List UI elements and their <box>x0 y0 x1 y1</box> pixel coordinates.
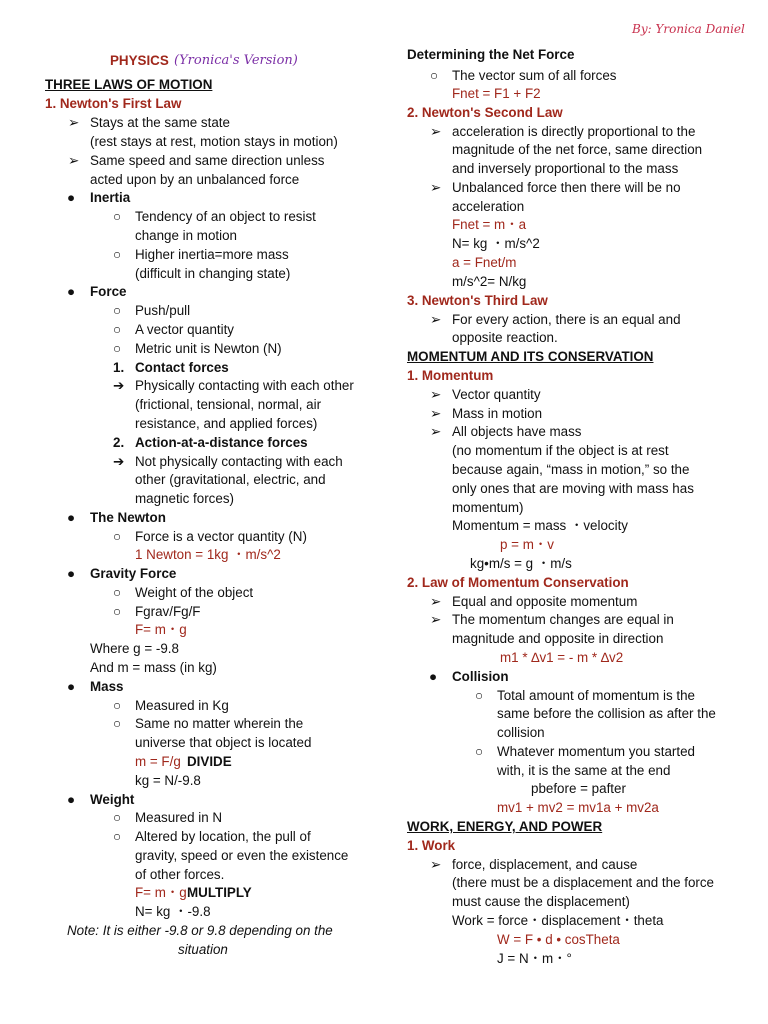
text-line: Measured in N <box>135 810 223 825</box>
text-line: Mass <box>90 679 124 694</box>
text-line: N= kg ・-9.8 <box>135 904 211 919</box>
text-line: Weight of the object <box>135 585 254 600</box>
text-line: other (gravitational, electric, and <box>135 472 326 487</box>
bullet-marker: ➢ <box>430 124 442 139</box>
text-line: Total amount of momentum is the <box>497 688 695 703</box>
text-line: (rest stays at rest, motion stays in motion) <box>90 134 338 149</box>
text-line: situation <box>178 942 228 957</box>
text-line: Weight <box>90 792 135 807</box>
bullet-marker: ○ <box>113 303 122 318</box>
text-line: magnitude and opposite in direction <box>452 631 664 646</box>
bullet-marker: ○ <box>113 322 122 337</box>
bullet-marker: ➢ <box>68 115 80 130</box>
text-line: All objects have mass <box>452 424 582 439</box>
text-line: only ones that are moving with mass has <box>452 481 694 496</box>
text-line: Force <box>90 284 127 299</box>
text-line: 3. Newton's Third Law <box>407 293 548 308</box>
text-line: mv1 + mv2 = mv1a + mv2a <box>497 800 659 815</box>
text-line: m = F/g <box>135 754 181 769</box>
bullet-marker: ● <box>67 510 76 525</box>
byline: By: Yronica Daniel <box>632 22 745 36</box>
text-line: And m = mass (in kg) <box>90 660 217 675</box>
text-line: magnetic forces) <box>135 491 234 506</box>
text-line: Where g = -9.8 <box>90 641 179 656</box>
text-line: W = F • d • cosTheta <box>497 932 620 947</box>
text-line: Altered by location, the pull of <box>135 829 311 844</box>
bullet-marker: ● <box>67 190 76 205</box>
text-line: kg•m/s = g ・m/s <box>470 556 572 571</box>
text-line: Work = force・displacement・theta <box>452 913 664 928</box>
text-line: Momentum = mass ・velocity <box>452 518 628 533</box>
text-line: (no momentum if the object is at rest <box>452 443 669 458</box>
text-line: Determining the Net Force <box>407 47 575 62</box>
text-line: with, it is the same at the end <box>497 763 671 778</box>
text-line: magnitude of the net force, same direction <box>452 142 703 157</box>
text-line: universe that object is located <box>135 735 312 750</box>
text-line: Note: It is either -9.8 or 9.8 depending on the <box>67 923 333 938</box>
text-line: m/s^2= N/kg <box>452 274 527 289</box>
text-line: Measured in Kg <box>135 698 229 713</box>
text-line: F= m・g <box>135 885 187 900</box>
bullet-marker: ○ <box>475 688 484 703</box>
bullet-marker: ○ <box>113 604 122 619</box>
text-line: force, displacement, and cause <box>452 857 638 872</box>
bullet-marker: ○ <box>113 810 122 825</box>
text-line: a = Fnet/m <box>452 255 517 270</box>
bullet-marker: ➔ <box>113 454 125 469</box>
text-line: acted upon by an unbalanced force <box>90 172 300 187</box>
bullet-marker: ➢ <box>430 612 442 627</box>
text-line: The Newton <box>90 510 166 525</box>
text-line: Vector quantity <box>452 387 541 402</box>
text-line: 1. Work <box>407 838 456 853</box>
text-line: Fnet = m・a <box>452 217 527 232</box>
bullet-marker: ➔ <box>113 378 125 393</box>
text-line: Fnet = F1 + F2 <box>452 86 541 101</box>
text-line: DIVIDE <box>187 754 232 769</box>
text-line: must cause the displacement) <box>452 894 630 909</box>
text-line: A vector quantity <box>135 322 234 337</box>
text-line: gravity, speed or even the existence <box>135 848 349 863</box>
text-line: and inversely proportional to the mass <box>452 161 679 176</box>
right-column <box>390 0 768 1024</box>
text-line: resistance, and applied forces) <box>135 416 318 431</box>
text-line: (difficult in changing state) <box>135 266 291 281</box>
text-line: N= kg ・m/s^2 <box>452 236 540 251</box>
bullet-marker: ➢ <box>68 153 80 168</box>
bullet-marker: ➢ <box>430 857 442 872</box>
text-line: acceleration is directly proportional to the <box>452 124 696 139</box>
bullet-marker: ○ <box>113 698 122 713</box>
text-line: m1 * ∆v1 = - m * ∆v2 <box>500 650 624 665</box>
text-line: same before the collision as after the <box>497 706 716 721</box>
text-line: of other forces. <box>135 867 225 882</box>
text-line: The vector sum of all forces <box>452 68 617 83</box>
bullet-marker: ○ <box>113 247 122 262</box>
text-line: because again, “mass in motion,” so the <box>452 462 690 477</box>
text-line: p = m・v <box>500 537 554 552</box>
text-line: Mass in motion <box>452 406 543 421</box>
bullet-marker: ● <box>67 566 76 581</box>
text-line: Tendency of an object to resist <box>135 209 316 224</box>
text-line: J = N・m・° <box>497 951 572 966</box>
text-line: 2. Law of Momentum Conservation <box>407 575 629 590</box>
text-line: Collision <box>452 669 509 684</box>
text-line: opposite reaction. <box>452 330 558 345</box>
text-line: MULTIPLY <box>187 885 252 900</box>
text-line: THREE LAWS OF MOTION <box>45 77 213 92</box>
text-line: Force is a vector quantity (N) <box>135 529 307 544</box>
text-line: kg = N/-9.8 <box>135 773 201 788</box>
bullet-marker: ○ <box>430 68 439 83</box>
text-line: Equal and opposite momentum <box>452 594 638 609</box>
bullet-marker: ● <box>67 679 76 694</box>
text-line: For every action, there is an equal and <box>452 312 681 327</box>
text-line: Gravity Force <box>90 566 177 581</box>
text-line: Stays at the same state <box>90 115 230 130</box>
bullet-marker: ○ <box>113 209 122 224</box>
text-line: collision <box>497 725 545 740</box>
bullet-marker: ○ <box>113 829 122 844</box>
text-line: momentum) <box>452 500 524 515</box>
bullet-marker: ➢ <box>430 312 442 327</box>
bullet-marker: ○ <box>475 744 484 759</box>
bullet-marker: ➢ <box>430 406 442 421</box>
text-line: (there must be a displacement and the force <box>452 875 715 890</box>
bullet-marker: ● <box>429 669 438 684</box>
text-line: Action-at-a-distance forces <box>135 435 308 450</box>
text-line: Contact forces <box>135 360 229 375</box>
text-line: 1. Momentum <box>407 368 494 383</box>
text-line: Not physically contacting with each <box>135 454 343 469</box>
text-line: acceleration <box>452 199 525 214</box>
bullet-marker: ○ <box>113 585 122 600</box>
bullet-marker: ● <box>67 284 76 299</box>
text-line: Unbalanced force then there will be no <box>452 180 681 195</box>
text-line: 1. Newton's First Law <box>45 96 182 111</box>
bullet-marker: ➢ <box>430 180 442 195</box>
text-line: Fgrav/Fg/F <box>135 604 201 619</box>
bullet-marker: ○ <box>113 529 122 544</box>
text-line: WORK, ENERGY, AND POWER <box>407 819 603 834</box>
text-line: Whatever momentum you started <box>497 744 695 759</box>
text-line: (frictional, tensional, normal, air <box>135 397 322 412</box>
text-line: change in motion <box>135 228 237 243</box>
bullet-marker: ➢ <box>430 594 442 609</box>
text-line: Inertia <box>90 190 131 205</box>
text-line: Push/pull <box>135 303 191 318</box>
text-line: PHYSICS <box>110 53 169 68</box>
bullet-marker: ● <box>67 792 76 807</box>
text-line: Same no matter wherein the <box>135 716 304 731</box>
bullet-marker: ○ <box>113 716 122 731</box>
text-line: F= m・g <box>135 622 187 637</box>
text-line: 1 Newton = 1kg ・m/s^2 <box>135 547 281 562</box>
bullet-marker: ➢ <box>430 387 442 402</box>
bullet-marker: 2. <box>113 435 125 450</box>
bullet-marker: ○ <box>113 341 122 356</box>
text-line: The momentum changes are equal in <box>452 612 674 627</box>
bullet-marker: 1. <box>113 360 125 375</box>
text-line: Physically contacting with each other <box>135 378 354 393</box>
text-line: Metric unit is Newton (N) <box>135 341 282 356</box>
text-line: 2. Newton's Second Law <box>407 105 563 120</box>
text-line: pbefore = pafter <box>531 781 626 796</box>
text-line: Higher inertia=more mass <box>135 247 289 262</box>
text-line: Same speed and same direction unless <box>90 153 325 168</box>
text-line: MOMENTUM AND ITS CONSERVATION <box>407 349 654 364</box>
text-line: (Yronica's Version) <box>174 53 298 68</box>
bullet-marker: ➢ <box>430 424 442 439</box>
